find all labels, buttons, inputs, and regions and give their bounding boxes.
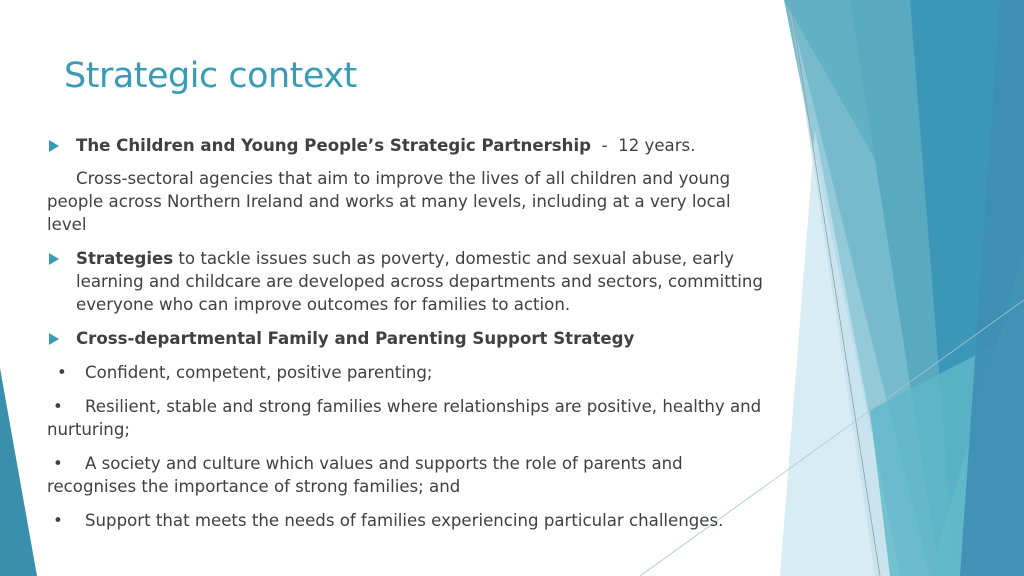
bullet-dot-icon: • bbox=[57, 363, 67, 382]
bullet-dot-icon: • bbox=[53, 454, 63, 473]
arrow-bullet-icon bbox=[49, 333, 59, 345]
strategy-bullet bbox=[47, 395, 767, 441]
bullet-text: Confident, competent, positive parenting; bbox=[85, 363, 433, 382]
page-title: Strategic context bbox=[64, 56, 357, 96]
strategies-item bbox=[47, 247, 767, 316]
bullet-text: Support that meets the needs of families experiencing particular challenges. bbox=[85, 511, 724, 530]
partnership-description bbox=[47, 167, 767, 236]
partnership-description-text: Cross-sectoral agencies that aim to improve the lives of all children and young people across Northern Ireland and works at many levels, including at a very local level bbox=[47, 169, 731, 234]
family-strategy-item bbox=[47, 327, 767, 350]
strategy-bullet bbox=[47, 361, 767, 384]
partnership-item bbox=[47, 134, 767, 157]
strategy-bullet bbox=[47, 509, 767, 532]
family-strategy-heading: Cross-departmental Family and Parenting Support Strategy bbox=[76, 329, 635, 348]
arrow-bullet-icon bbox=[49, 253, 59, 265]
bullet-text: A society and culture which values and supports the role of parents and recognises the importance of strong families; and bbox=[47, 454, 683, 496]
bullet-dot-icon: • bbox=[53, 511, 63, 530]
strategies-text: to tackle issues such as poverty, domestic and sexual abuse, early learning and childcare are developed across departments and sectors, committing everyone who can improve outcomes for families to action. bbox=[76, 249, 763, 314]
bullet-dot-icon: • bbox=[53, 397, 63, 416]
slide-content bbox=[47, 134, 767, 532]
partnership-heading: The Children and Young People’s Strategic Partnership bbox=[76, 136, 592, 155]
arrow-bullet-icon bbox=[49, 140, 59, 152]
partnership-suffix: - 12 years. bbox=[591, 136, 696, 155]
strategies-heading: Strategies bbox=[76, 249, 174, 268]
left-edge-triangle bbox=[0, 368, 37, 576]
bullet-text: Resilient, stable and strong families where relationships are positive, healthy and nurturing; bbox=[47, 397, 762, 439]
strategy-bullet bbox=[47, 452, 767, 498]
